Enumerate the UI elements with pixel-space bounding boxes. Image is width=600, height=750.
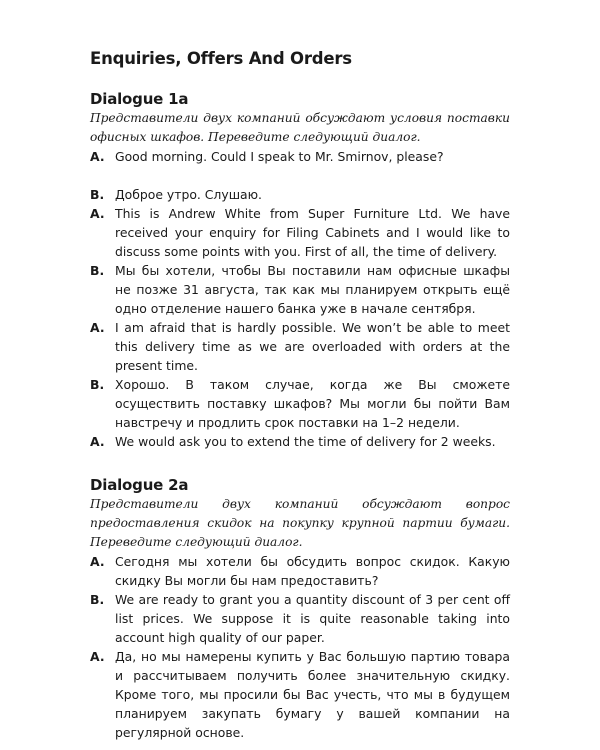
utterance-text: Хорошо. В таком случае, когда же Вы сможете осуществить поставку шкафов? Мы могли бы пойти Вам навстречу и продлить срок поставки на 1–2 недели. [115,377,510,430]
document-page [90,47,510,742]
dialogue-line [90,147,510,166]
utterance-text: We would ask you to extend the time of delivery for 2 weeks. [115,434,496,449]
dialogue-line [90,375,510,432]
dialogue-line [90,432,510,451]
utterance-text: Сегодня мы хотели бы обсудить вопрос скидок. Какую скидку Вы могли бы нам предоставить? [115,554,510,588]
dialogue-line [90,185,510,204]
utterance-text: Good morning. Could I speak to Mr. Smirnov, please? [115,149,444,164]
dialogue-line [90,261,510,318]
speaker-label: B. [90,187,105,202]
dialogue-1-title: Dialogue 1a [90,90,189,108]
dialogue-line [90,318,510,375]
dialogue-line [90,204,510,261]
utterance-text: Мы бы хотели, чтобы Вы поставили нам офисные шкафы не позже 31 августа, так как мы планируем открыть ещё одно отделение нашего банка уже в начале сентября. [115,263,510,316]
speaker-label: B. [90,377,105,392]
utterance-text: Да, но мы намерены купить у Вас большую партию товара и рассчитываем получить более значительную скидку. Кроме того, мы просили бы Вас учесть, что мы в будущем планируем закупать бумагу у вашей компании на регулярной основе. [115,649,510,740]
dialogue-line [90,590,510,647]
dialogue-1-instruction: Представители двух компаний обсуждают условия поставки офисных шкафов. Переведите следующий диалог. [90,111,510,144]
page-title: Enquiries, Offers And Orders [90,49,352,68]
speaker-label: A. [90,320,105,335]
speaker-label: B. [90,592,105,607]
dialogue-1-section [90,89,510,451]
utterance-text: This is Andrew White from Super Furniture Ltd. We have received your enquiry for Filing Cabinets and I would like to discuss some points with you. First of all, the time of delivery. [115,206,510,259]
utterance-text: We are ready to grant you a quantity discount of 3 per cent off list prices. We suppose it is quite reasonable taking into account high quality of our paper. [115,592,510,645]
dialogue-line [90,552,510,590]
speaker-label: A. [90,206,105,221]
speaker-label: A. [90,649,105,664]
dialogue-2-title: Dialogue 2a [90,476,189,494]
speaker-label: A. [90,149,105,164]
utterance-text: I am afraid that is hardly possible. We won’t be able to meet this delivery time as we are overloaded with orders at the present time. [115,320,510,373]
dialogue-line [90,647,510,742]
speaker-label: B. [90,263,105,278]
dialogue-2-instruction: Представители двух компаний обсуждают вопрос предоставления скидок на покупку крупной партии бумаги. Переведите следующий диалог. [90,497,510,549]
speaker-label: A. [90,434,105,449]
utterance-text: Доброе утро. Слушаю. [115,187,262,202]
dialogue-2-section [90,475,510,742]
speaker-label: A. [90,554,105,569]
